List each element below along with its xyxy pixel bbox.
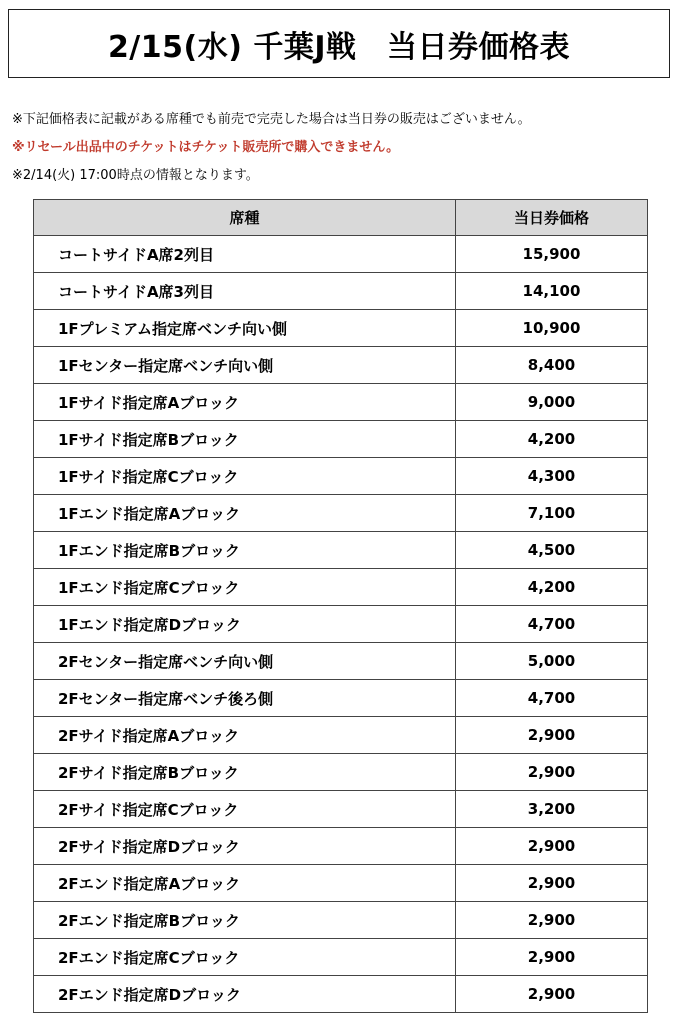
- seat-type-cell: 1Fセンター指定席ベンチ向い側: [34, 347, 456, 384]
- seat-type-cell: 2Fセンター指定席ベンチ向い側: [34, 643, 456, 680]
- price-cell: 2,900: [456, 717, 648, 754]
- price-cell: 10,900: [456, 310, 648, 347]
- table-row: [34, 976, 648, 1013]
- seat-type-cell: 2Fサイド指定席Bブロック: [34, 754, 456, 791]
- seat-type-cell: 1Fエンド指定席Cブロック: [34, 569, 456, 606]
- price-cell: 2,900: [456, 976, 648, 1013]
- price-cell: 2,900: [456, 828, 648, 865]
- page-title: 2/15(水) 千葉J戦 当日券価格表: [107, 29, 571, 65]
- seat-type-cell: コートサイドA席2列目: [34, 236, 456, 273]
- notes: [12, 108, 672, 192]
- table-row: [34, 902, 648, 939]
- price-cell: 4,700: [456, 680, 648, 717]
- price-cell: 8,400: [456, 347, 648, 384]
- seat-type-cell: 1Fプレミアム指定席ベンチ向い側: [34, 310, 456, 347]
- price-cell: 4,500: [456, 532, 648, 569]
- seat-type-cell: 2Fエンド指定席Bブロック: [34, 902, 456, 939]
- header-seat: 席種: [34, 200, 456, 236]
- table-row: [34, 569, 648, 606]
- price-cell: 4,700: [456, 606, 648, 643]
- seat-type-cell: 2Fエンド指定席Cブロック: [34, 939, 456, 976]
- table-row: [34, 606, 648, 643]
- header-price: 当日券価格: [456, 200, 648, 236]
- table-row: [34, 828, 648, 865]
- seat-type-cell: 1Fサイド指定席Cブロック: [34, 458, 456, 495]
- table-row: [34, 347, 648, 384]
- price-cell: 2,900: [456, 939, 648, 976]
- price-cell: 7,100: [456, 495, 648, 532]
- table-row: [34, 458, 648, 495]
- price-cell: 4,300: [456, 458, 648, 495]
- table-row: [34, 495, 648, 532]
- table-row: [34, 791, 648, 828]
- note-resale: ※リセール出品中のチケットはチケット販売所で購入できません。: [12, 140, 400, 155]
- price-cell: 2,900: [456, 865, 648, 902]
- price-cell: 14,100: [456, 273, 648, 310]
- table-header-row: [34, 200, 648, 236]
- table-row: [34, 717, 648, 754]
- seat-type-cell: コートサイドA席3列目: [34, 273, 456, 310]
- price-cell: 4,200: [456, 569, 648, 606]
- table-body: [34, 236, 648, 1013]
- seat-type-cell: 2Fサイド指定席Aブロック: [34, 717, 456, 754]
- seat-type-cell: 2Fサイド指定席Dブロック: [34, 828, 456, 865]
- table-row: [34, 532, 648, 569]
- seat-type-cell: 1Fサイド指定席Aブロック: [34, 384, 456, 421]
- seat-type-cell: 1Fエンド指定席Dブロック: [34, 606, 456, 643]
- table-row: [34, 310, 648, 347]
- table-row: [34, 236, 648, 273]
- note-info-time: ※2/14(火) 17:00時点の情報となります。: [12, 168, 259, 183]
- price-cell: 5,000: [456, 643, 648, 680]
- table-row: [34, 421, 648, 458]
- price-cell: 3,200: [456, 791, 648, 828]
- table-row: [34, 865, 648, 902]
- seat-type-cell: 2Fセンター指定席ベンチ後ろ側: [34, 680, 456, 717]
- price-cell: 4,200: [456, 421, 648, 458]
- price-cell: 2,900: [456, 902, 648, 939]
- seat-type-cell: 1Fサイド指定席Bブロック: [34, 421, 456, 458]
- table-row: [34, 754, 648, 791]
- price-table: [33, 199, 648, 1013]
- table-row: [34, 273, 648, 310]
- table-row: [34, 680, 648, 717]
- table-row: [34, 939, 648, 976]
- price-cell: 9,000: [456, 384, 648, 421]
- price-cell: 2,900: [456, 754, 648, 791]
- seat-type-cell: 1Fエンド指定席Bブロック: [34, 532, 456, 569]
- title-box: [8, 9, 670, 78]
- table-row: [34, 643, 648, 680]
- seat-type-cell: 2Fサイド指定席Cブロック: [34, 791, 456, 828]
- seat-type-cell: 2Fエンド指定席Dブロック: [34, 976, 456, 1013]
- seat-type-cell: 1Fエンド指定席Aブロック: [34, 495, 456, 532]
- price-cell: 15,900: [456, 236, 648, 273]
- table-row: [34, 384, 648, 421]
- seat-type-cell: 2Fエンド指定席Aブロック: [34, 865, 456, 902]
- note-sold-out: ※下記価格表に記載がある席種でも前売で完売した場合は当日券の販売はございません。: [12, 112, 531, 127]
